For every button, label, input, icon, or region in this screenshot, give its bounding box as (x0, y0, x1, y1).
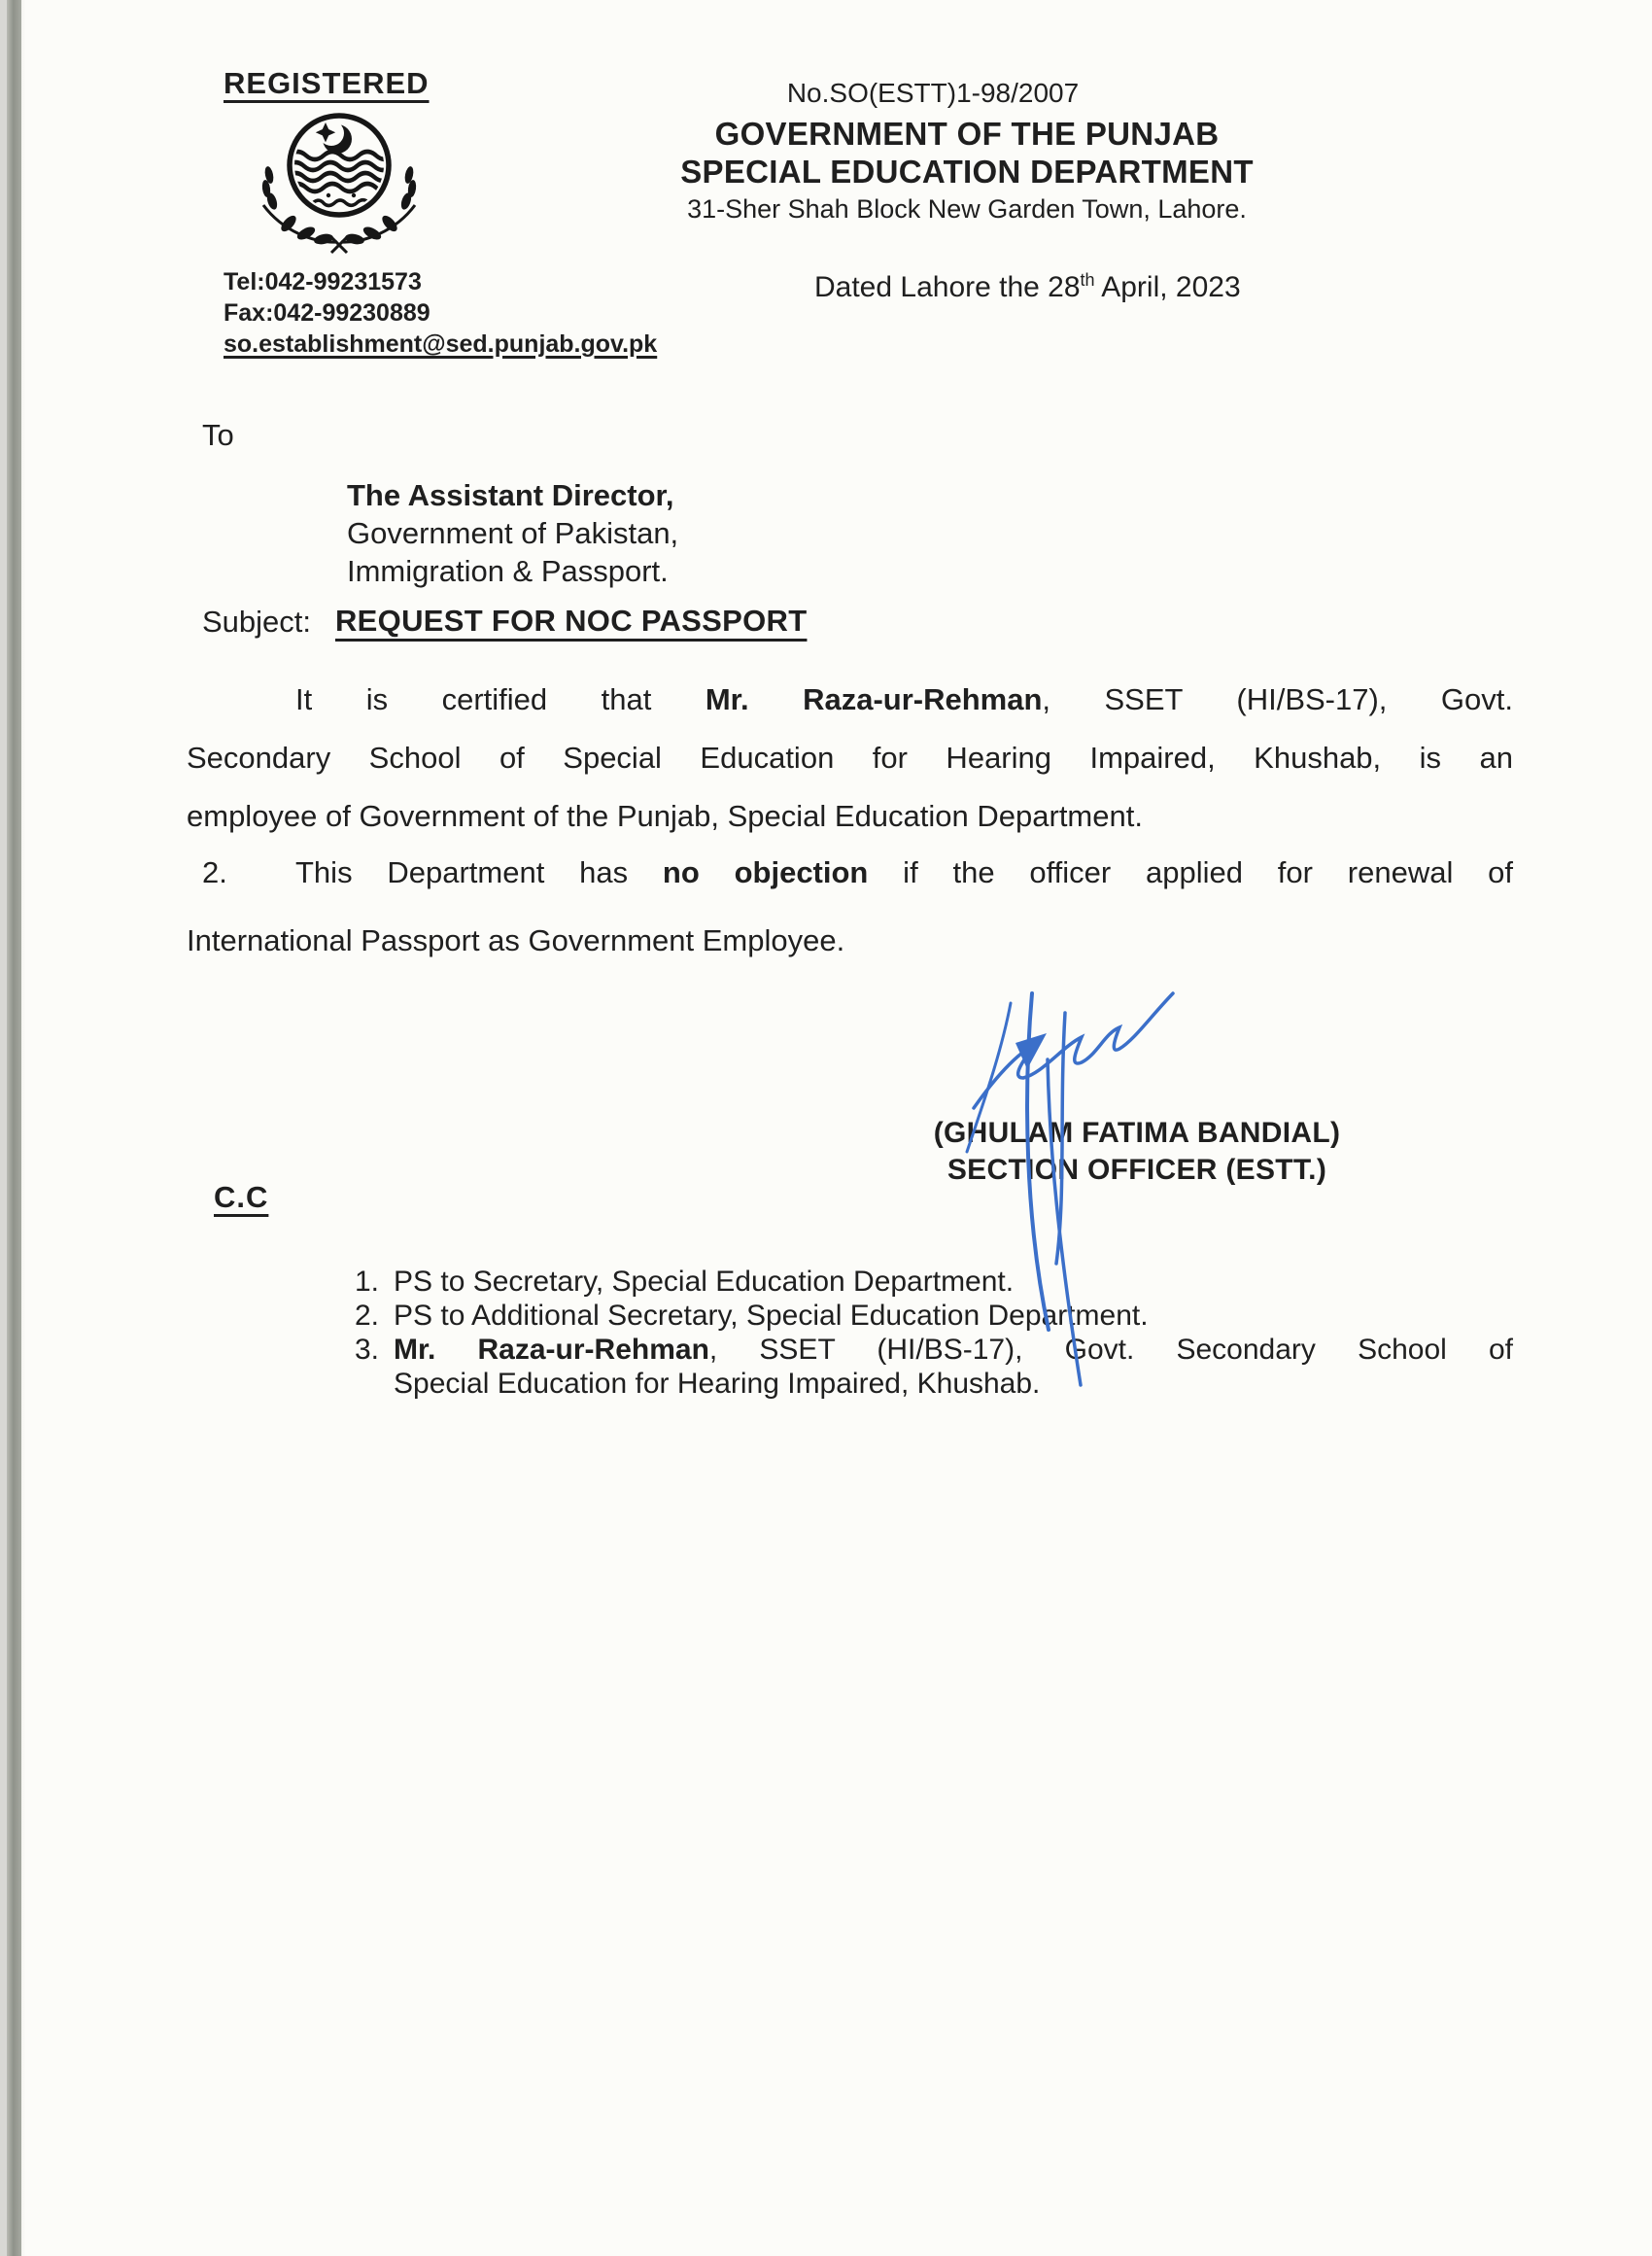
cc-item-2-number: 2. (355, 1300, 380, 1332)
cc-item-2-text: PS to Additional Secretary, Special Education Department. (394, 1300, 1149, 1332)
date-ordinal: th (1080, 270, 1095, 290)
contact-email: so.establishment@sed.punjab.gov.pk (224, 330, 658, 358)
cc-item-2 (355, 1299, 1513, 1333)
cc-item-1-number: 1. (355, 1266, 380, 1298)
paragraph-2-text: This Department has (295, 855, 663, 889)
cc-item-3-text-cont: , SSET (HI/BS-17), Govt. Secondary School of (708, 1334, 1514, 1366)
paragraph-1-text: It is certified that (295, 682, 706, 716)
cc-item-3 (355, 1333, 1513, 1367)
cc-item-3-number: 3. (355, 1334, 380, 1366)
to-label: To (202, 418, 234, 452)
paragraph-2-line-1 (187, 855, 1513, 890)
addressee-line-2: Government of Pakistan, (347, 516, 679, 550)
cc-item-3-text (394, 1333, 1513, 1367)
subject-label: Subject: (202, 605, 312, 639)
contact-tel: Tel:042-99231573 (224, 268, 422, 295)
officer-name-bold: Mr. Raza-ur-Rehman (705, 682, 1043, 716)
cc-item-3-continued (355, 1367, 1513, 1401)
punjab-government-crest-logo (236, 105, 442, 260)
cc-label: C.C (214, 1180, 269, 1214)
subject-text: REQUEST FOR NOC PASSPORT (335, 604, 808, 638)
paragraph-1-line-1 (187, 682, 1513, 717)
paragraph-1-text-cont: , SSET (HI/BS-17), Govt. (1042, 682, 1513, 716)
signatory-name: (GHULAM FATIMA BANDIAL) (933, 1117, 1341, 1149)
paragraph-2-text-cont: if the officer applied for renewal of (868, 855, 1513, 889)
cc-item-1-text: PS to Secretary, Special Education Department. (394, 1266, 1015, 1298)
reference-number: No.SO(ESTT)1-98/2007 (786, 78, 1080, 108)
date-text: Dated Lahore the 28 (814, 271, 1081, 303)
department-address: 31-Sher Shah Block New Garden Town, Lahore. (687, 194, 1247, 224)
contact-block (224, 266, 657, 360)
signature-block (904, 1115, 1370, 1189)
paragraph-2-line-2: International Passport as Government Employee. (187, 923, 845, 957)
cc-officer-name-bold: Mr. Raza-ur-Rehman (394, 1334, 709, 1366)
paragraph-2-number: 2. (202, 855, 227, 889)
cc-item-3-number-spacer (355, 1367, 394, 1401)
signatory-title: SECTION OFFICER (ESTT.) (946, 1154, 1327, 1186)
paragraph-1-line-3: employee of Government of the Punjab, Special Education Department. (187, 799, 1143, 833)
date-text-suffix: April, 2023 (1094, 271, 1241, 303)
addressee-block (347, 476, 678, 590)
scan-edge-artifact (7, 0, 21, 2256)
cc-item-1 (355, 1265, 1513, 1299)
no-objection-bold: no objection (662, 855, 869, 889)
registered-label: REGISTERED (224, 66, 430, 100)
cc-list (355, 1265, 1513, 1401)
addressee-line-3: Immigration & Passport. (347, 554, 669, 588)
cc-item-3-line-2: Special Education for Hearing Impaired, Khushab. (394, 1368, 1041, 1400)
contact-fax: Fax:042-99230889 (224, 299, 430, 327)
addressee-line-1: The Assistant Director, (347, 478, 674, 512)
department-name: SPECIAL EDUCATION DEPARTMENT (680, 154, 1254, 190)
government-name: GOVERNMENT OF THE PUNJAB (714, 116, 1220, 152)
paragraph-1-line-2: Secondary School of Special Education for Hearing Impaired, Khushab, is an (187, 741, 1513, 775)
date-line (814, 270, 1241, 304)
